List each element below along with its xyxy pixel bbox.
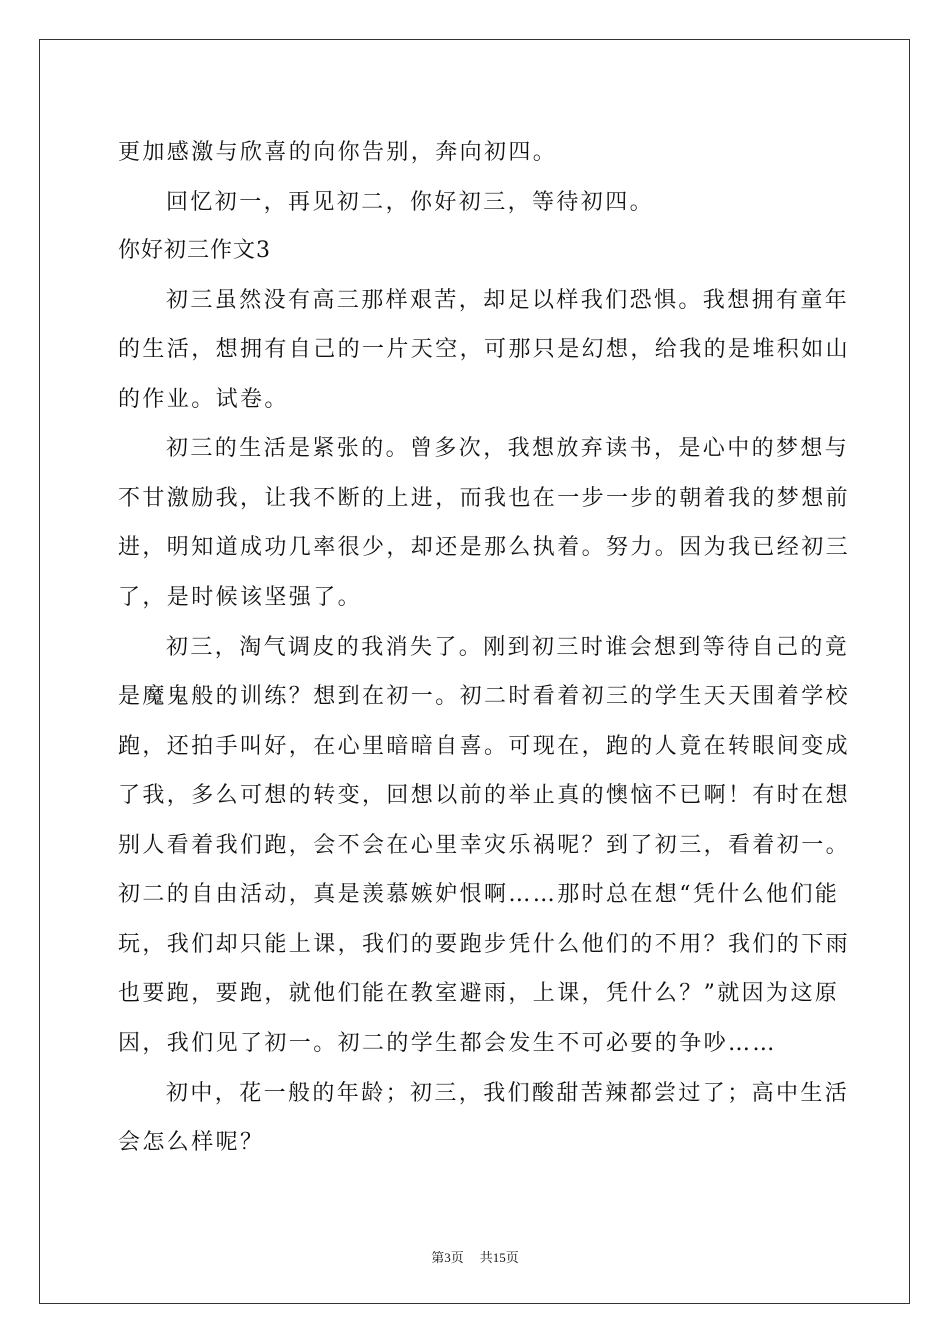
text-line: 了我，多么可想的转变，回想以前的举止真的懊恼不已啊！有时在想 [118,783,851,808]
text-line: 会怎么样呢？ [118,1130,265,1155]
text-line: 了，是时候该坚强了。 [118,585,363,610]
text-line: 别人看着我们跑，会不会在心里幸灾乐祸呢？到了初三，看着初一。 [118,833,851,858]
text-line: 的生活，想拥有自己的一片天空，可那只是幻想，给我的是堆积如山 [118,337,851,362]
text-line: 初三，淘气调皮的我消失了。刚到初三时谁会想到等待自己的竟 [166,635,850,660]
text-line: 初中，花一般的年龄；初三，我们酸甜苦辣都尝过了；高中生活 [166,1081,850,1106]
text-line: 跑，还拍手叫好，在心里暗暗自喜。可现在，跑的人竟在转眼间变成 [118,734,851,759]
text-line: 回忆初一，再见初二，你好初三，等待初四。 [166,190,655,215]
page-border [39,39,910,1304]
section-heading: 你好初三作文3 [118,238,271,263]
text-line: 初二的自由活动，真是羡慕嫉妒恨啊……那时总在想“凭什么他们能 [118,882,840,907]
text-line: 是魔鬼般的训练？想到在初一。初二时看着初三的学生天天围着学校 [118,684,851,709]
text-line: 初三的生活是紧张的。曾多次，我想放弃读书，是心中的梦想与 [166,436,850,461]
text-line: 的作业。试卷。 [118,387,289,412]
text-line: 不甘激励我，让我不断的上进，而我也在一步一步的朝着我的梦想前 [118,486,851,511]
page-footer [0,1247,950,1266]
text-line: 玩，我们却只能上课，我们的要跑步凭什么他们的不用？我们的下雨 [118,932,851,957]
text-line: 因，我们见了初一。初二的学生都会发生不可必要的争吵…… [118,1031,777,1056]
total-pages-label: 共15页 [479,1250,519,1265]
text-line: 也要跑，要跑，就他们能在教室避雨，上课，凭什么？”就因为这原 [118,981,840,1006]
current-page-label: 第3页 [431,1250,464,1265]
text-line: 进，明知道成功几率很少，却还是那么执着。努力。因为我已经初三 [118,535,851,560]
text-line: 初三虽然没有高三那样艰苦，却足以样我们恐惧。我想拥有童年 [166,288,850,313]
text-line: 更加感激与欣喜的向你告别，奔向初四。 [118,140,558,165]
